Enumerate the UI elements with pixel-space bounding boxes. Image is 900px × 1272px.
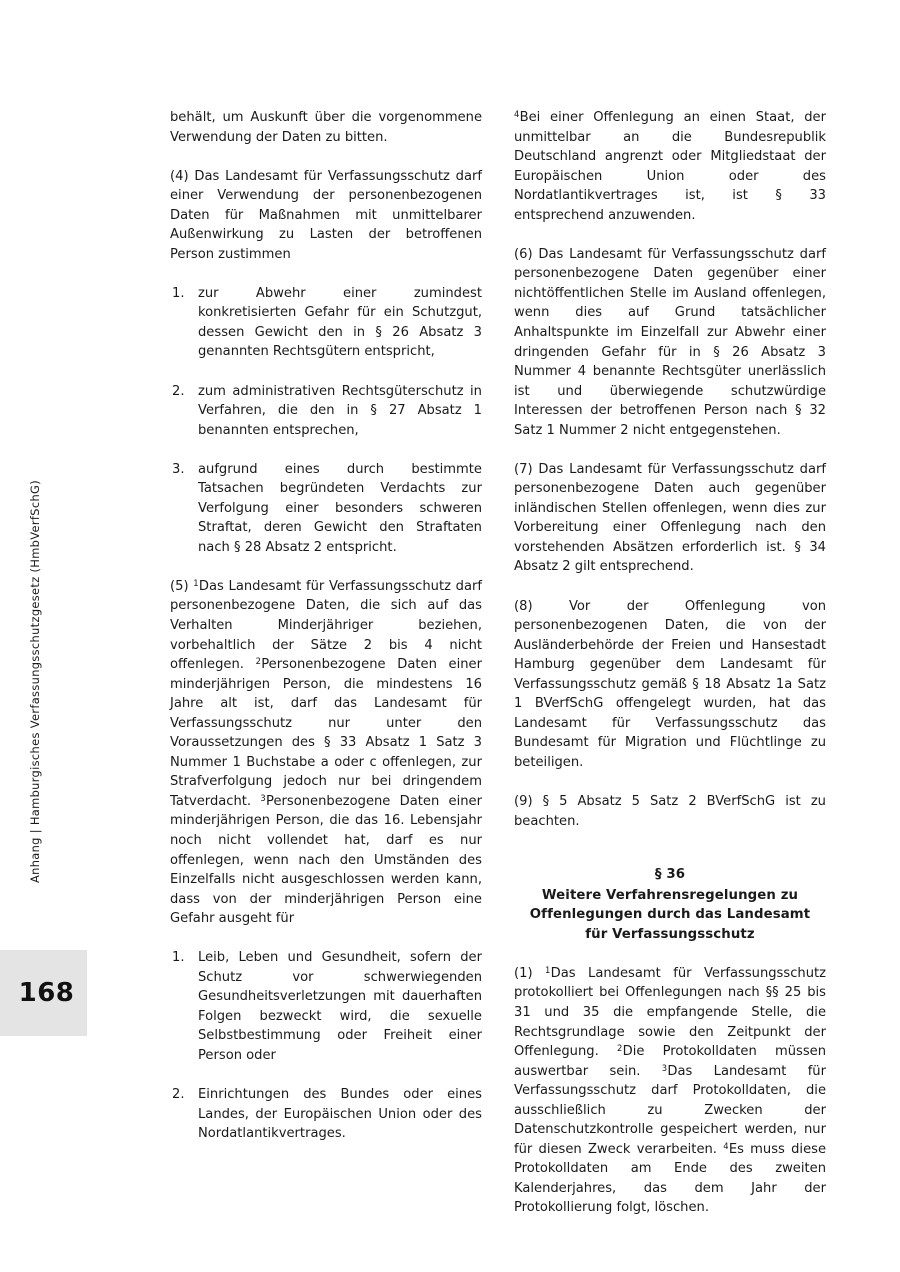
sentence-4: Es muss diese Protokolldaten am Ende des zweiten Kalenderjahres, das dem Jahr der Protokollierung folgt, löschen. [514,1141,826,1216]
paragraph-absatz-5 [170,577,482,929]
list-marker: 2. [172,1087,185,1103]
page-number-tab [0,950,87,1036]
absatz-label: (5) [170,578,194,594]
paragraph-s36-absatz-1 [514,964,826,1218]
sentence-number: 4 [723,1140,729,1151]
sentence-3: Das Landesamt für Verfassungsschutz darf Protokolldaten, die ausschließlich zu Zwecken der Datenschutzkontrolle gespeichert werden, nur für diesen Zweck verarbeiten. [514,1063,826,1157]
sentence-number: 2 [255,656,261,667]
list-marker: 2. [172,383,185,399]
sentence-number: 1 [545,965,551,976]
paragraph-absatz-9: (9) § 5 Absatz 5 Satz 2 BVerfSchG ist zu beachten. [514,793,826,829]
paragraph-absatz-8: (8) Vor der Offenlegung von personenbezogenen Daten, die von der Ausländerbehörde der Freien und Hansestadt Hamburg gegenüber dem Landesamt für Verfassungsschutz gemäß § 18 Absatz 1a Satz 1 BVerfSchG offengelegt wurden, hat das Landesamt für Verfassungsschutz das Bundesamt für Migration und Flüchtlinge zu beteiligen. [514,598,826,770]
list-absatz-4 [170,284,482,558]
list-item [170,460,482,558]
sentence-number: 2 [616,1043,623,1054]
absatz-label: (1) [514,965,546,981]
list-marker: 1. [172,285,185,301]
list-marker: 3. [172,461,185,477]
sentence-number: 3 [661,1062,668,1073]
sentence-number: 4 [514,109,520,120]
paragraph-absatz-4: (4) Das Landesamt für Verfassungsschutz darf einer Verwendung der personenbezogenen Daten für Maßnahmen mit unmittelbarer Außenwirkung zu Lasten der betroffenen Person zustimmen [170,168,482,262]
list-absatz-5 [170,948,482,1143]
sentence-2: Personenbezogene Daten einer minderjährigen Person, die mindestens 16 Jahre alt ist, darf das Landesamt für Verfassungsschutz nur unter den Voraussetzungen des § 33 Absatz 1 Satz 3 Nummer 1 Buchstabe a oder c offenlegen, zur Strafverfolgung jedoch nur bei dringendem Tatverdacht. [170,657,482,809]
sentence-1: Das Landesamt für Verfassungsschutz darf personenbezogene Daten, die sich auf das Verhalten Minderjähriger beziehen, vorbehaltlich der Sätze 2 bis 4 nicht offenlegen. [170,578,482,673]
sentence-number: 3 [260,793,266,804]
list-item-text: Einrichtungen des Bundes oder eines Landes, der Europäischen Union oder des Nordatlantikvertrages. [198,1087,482,1142]
sentence-4-text: Bei einer Offenlegung an einen Staat, der unmittelbar an die Bundesrepublik Deutschland angrenzt oder Mitgliedstaat der Europäischen Union oder des Nordatlantikvertrages ist, ist § 33 entsprechend anzuwenden. [514,110,826,223]
sentence-3: Personenbezogene Daten einer minderjährigen Person, die das 16. Lebensjahr noch nicht vollendet hat, darf es nur offenlegen, wenn nach den Umständen des Einzelfalls nicht ausgeschlossen werden kann, dass von der minderjährigen Person eine Gefahr ausgeht für [170,793,482,927]
paragraph-continued: behält, um Auskunft über die vorgenommene Verwendung der Daten zu bitten. [170,110,482,145]
sentence-number: 1 [193,578,199,589]
left-column [170,108,482,1168]
section-title-line-3: für Verfassungsschutz [585,926,755,942]
section-heading [514,865,826,944]
text-columns [170,108,826,1216]
list-item [170,284,482,362]
list-item [170,382,482,441]
paragraph-satz-4 [514,108,826,225]
list-item-text: zur Abwehr einer zumindest konkretisierten Gefahr für ein Schutzgut, dessen Gewicht den in § 26 Absatz 3 genannten Rechtsgütern entspricht, [198,285,482,360]
list-item [170,1085,482,1144]
section-title-line-2: Offenlegungen durch das Landesamt [529,907,811,923]
list-item-text: Leib, Leben und Gesundheit, sofern der Schutz vor schwerwiegenden Gesundheitsverletzungen mit dauerhaften Folgen bezweckt wird, die sexuelle Selbstbestimmung oder Freiheit einer Person oder [198,950,482,1063]
section-number: § 36 [654,867,686,883]
page-number: 168 [18,978,75,1008]
paragraph-absatz-7: (7) Das Landesamt für Verfassungsschutz darf personenbezogene Daten auch gegenüber inländischen Stellen offenlegen, wenn dies zur Vorbereitung einer Offenlegung nach den vorstehenden Absätzen erforderlich ist. § 34 Absatz 2 gilt entsprechend. [514,461,826,575]
list-item-text: zum administrativen Rechtsgüterschutz in Verfahren, die den in § 27 Absatz 1 benannten entsprechen, [198,383,482,438]
paragraph-absatz-6: (6) Das Landesamt für Verfassungsschutz darf personenbezogene Daten gegenüber einer nichtöffentlichen Stelle im Ausland offenlegen, wenn dies auf Grund tatsächlicher Anhaltspunkte im Einzelfall zur Abwehr einer dringenden Gefahr für in § 26 Absatz 3 Nummer 4 benannte Rechtsgüter unerlässlich ist und überwiegende schutzwürdige Interessen der betroffenen Person nach § 32 Satz 1 Nummer 2 nicht entgegenstehen. [514,246,826,438]
list-marker: 1. [172,950,185,966]
side-title-area [0,0,110,1272]
sentence-2: Die Protokolldaten müssen auswertbar sein. [514,1044,826,1079]
list-item-text: aufgrund eines durch bestimmte Tatsachen begründeten Verdachts zur Verfolgung einer besonders schweren Straftat, deren Gewicht den Straftaten nach § 28 Absatz 2 entspricht. [198,461,482,555]
list-item [170,948,482,1065]
sentence-1: Das Landesamt für Verfassungsschutz protokolliert bei Offenlegungen nach §§ 25 bis 31 und 35 die empfangende Stelle, die Rechtsgrundlage sowie den Zeitpunkt der Offenlegung. [514,965,826,1060]
running-side-title: Anhang | Hamburgisches Verfassungsschutzgesetz (HmbVerfSchG) [28,480,42,884]
section-title-line-1: Weitere Verfahrensregelungen zu [541,887,799,903]
right-column [514,108,826,1216]
